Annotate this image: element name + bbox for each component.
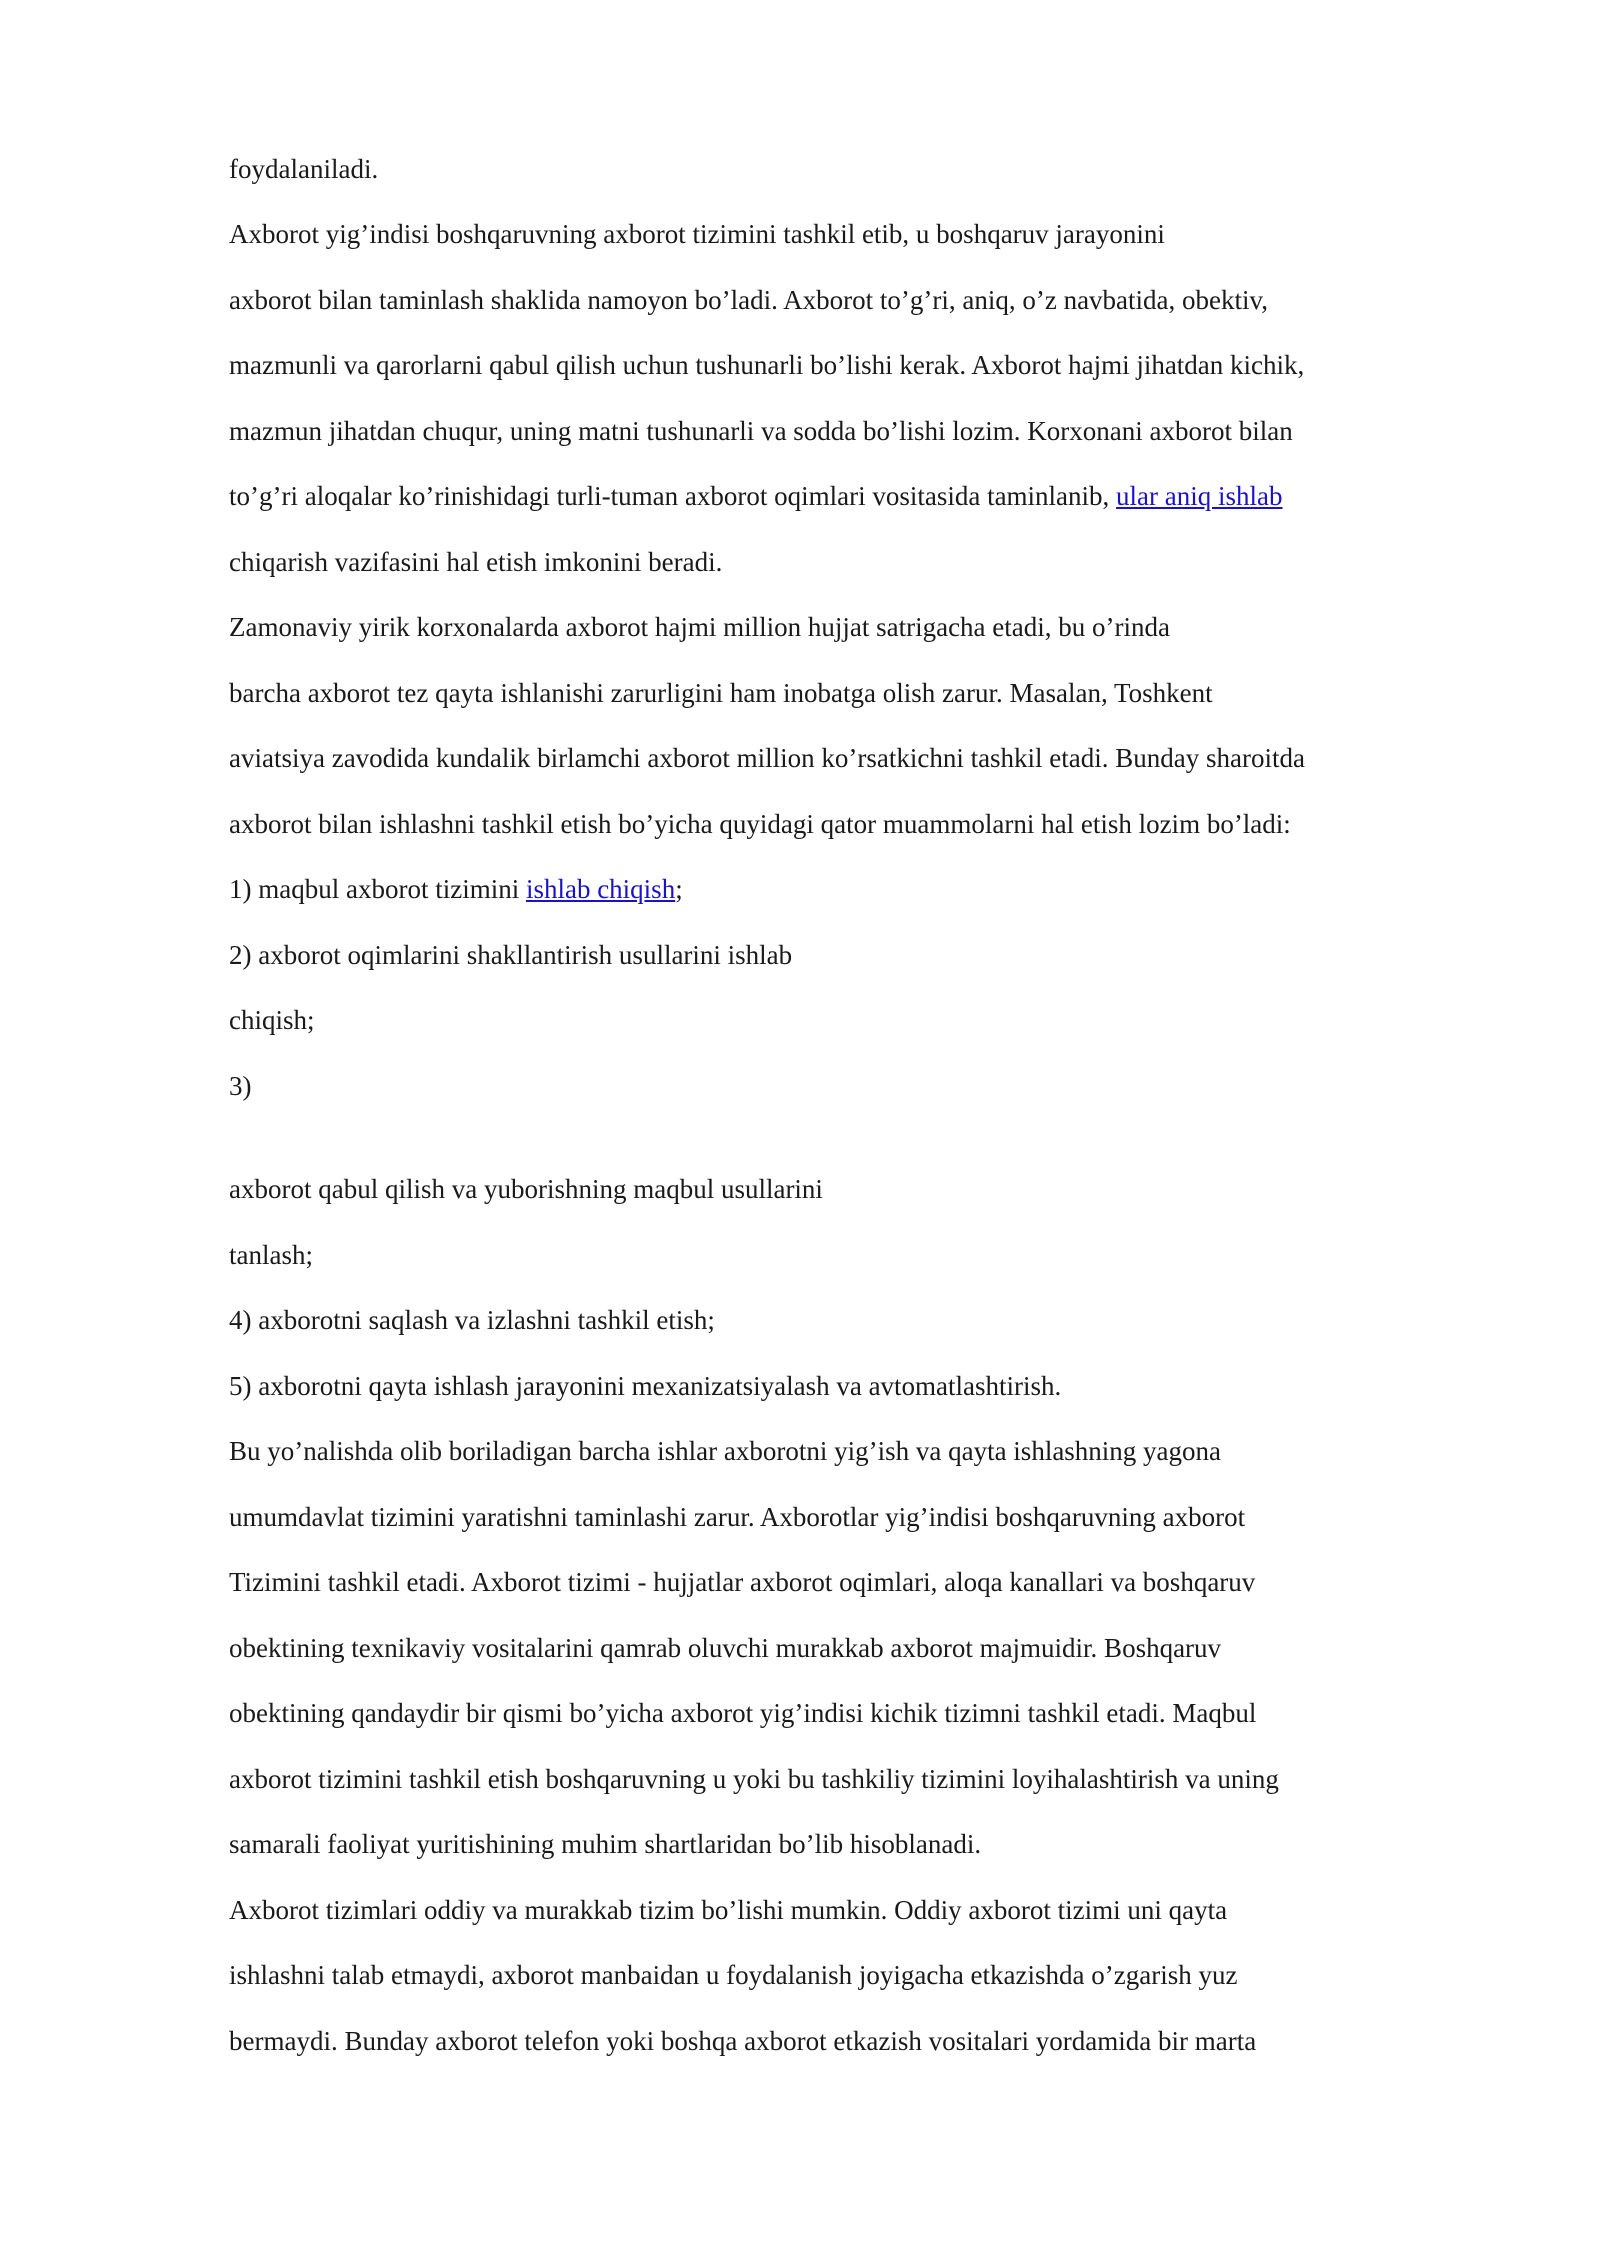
list-item-2: 2) axborot oqimlarini shakllantirish usullarini ishlab	[229, 940, 793, 970]
text-line: Axborot yig’indisi boshqaruvning axborot tizimini tashkil etib, u boshqaruv jarayonini	[229, 219, 1165, 249]
text-line: axborot bilan taminlash shaklida namoyon bo’ladi. Axborot to’g’ri, aniq, o’z navbatida, obektiv,	[229, 285, 1269, 315]
list-item-3-number: 3)	[229, 1071, 252, 1101]
text-line: foydalaniladi.	[229, 154, 379, 184]
list-item-4: 4) axborotni saqlash va izlashni tashkil etish;	[229, 1305, 715, 1335]
text-line: chiqarish vazifasini hal etish imkonini beradi.	[229, 547, 723, 577]
hyperlink-ular-aniq-ishlab[interactable]: ular aniq ishlab	[1116, 481, 1283, 511]
list-item-1	[229, 872, 683, 906]
hyperlink-ishlab-chiqish[interactable]: ishlab chiqish	[525, 874, 676, 904]
text-line: barcha axborot tez qayta ishlanishi zarurligini ham inobatga olish zarur. Masalan, Toshkent	[229, 678, 1213, 708]
text-segment: 1) maqbul axborot tizimini	[229, 874, 526, 904]
text-line: axborot bilan ishlashni tashkil etish bo’yicha quyidagi qator muammolarni hal etish lozim bo’ladi:	[229, 809, 1291, 839]
text-line: axborot qabul qilish va yuborishning maqbul usullarini	[229, 1174, 823, 1204]
text-line: mazmun jihatdan chuqur, uning matni tushunarli va sodda bo’lishi lozim. Korxonani axborot bilan	[229, 416, 1293, 446]
text-line: obektining qandaydir bir qismi bo’yicha axborot yig’indisi kichik tizimni tashkil etadi. Maqbul	[229, 1698, 1257, 1728]
text-line: Tizimini tashkil etadi. Axborot tizimi - hujjatlar axborot oqimlari, aloqa kanallari va boshqaruv	[229, 1567, 1256, 1597]
text-line: aviatsiya zavodida kundalik birlamchi axborot million ko’rsatkichni tashkil etadi. Bunday sharoitda	[229, 743, 1305, 773]
text-line: Axborot tizimlari oddiy va murakkab tizim bo’lishi mumkin. Oddiy axborot tizimi uni qayta	[229, 1895, 1228, 1925]
text-line: chiqish;	[229, 1005, 315, 1035]
text-line-with-link	[229, 479, 1283, 513]
text-segment: to’g’ri aloqalar ko’rinishidagi turli-tuman axborot oqimlari vositasida taminlanib,	[229, 481, 1117, 511]
text-line: tanlash;	[229, 1240, 313, 1270]
text-line: Bu yo’nalishda olib boriladigan barcha ishlar axborotni yig’ish va qayta ishlashning yagona	[229, 1436, 1222, 1466]
text-line: Zamonaviy yirik korxonalarda axborot hajmi million hujjat satrigacha etadi, bu o’rinda	[229, 612, 1170, 642]
text-line: bermaydi. Bunday axborot telefon yoki boshqa axborot etkazish vositalari yordamida bir marta	[229, 2026, 1257, 2056]
text-line: obektining texnikaviy vositalarini qamrab oluvchi murakkab axborot majmuidir. Boshqaruv	[229, 1633, 1222, 1663]
text-segment: ;	[675, 874, 683, 904]
text-line: umumdavlat tizimini yaratishni taminlashi zarur. Axborotlar yig’indisi boshqaruvning axborot	[229, 1502, 1246, 1532]
text-line: ishlashni talab etmaydi, axborot manbaidan u foydalanish joyigacha etkazishda o’zgarish yuz	[229, 1960, 1238, 1990]
text-line: axborot tizimini tashkil etish boshqaruvning u yoki bu tashkiliy tizimini loyihalashtirish va uning	[229, 1764, 1279, 1794]
text-line: mazmunli va qarorlarni qabul qilish uchun tushunarli bo’lishi kerak. Axborot hajmi jihatdan kichik,	[229, 350, 1305, 380]
list-item-5: 5) axborotni qayta ishlash jarayonini mexanizatsiyalash va avtomatlashtirish.	[229, 1371, 1062, 1401]
text-line: samarali faoliyat yuritishining muhim shartlaridan bo’lib hisoblanadi.	[229, 1829, 982, 1859]
